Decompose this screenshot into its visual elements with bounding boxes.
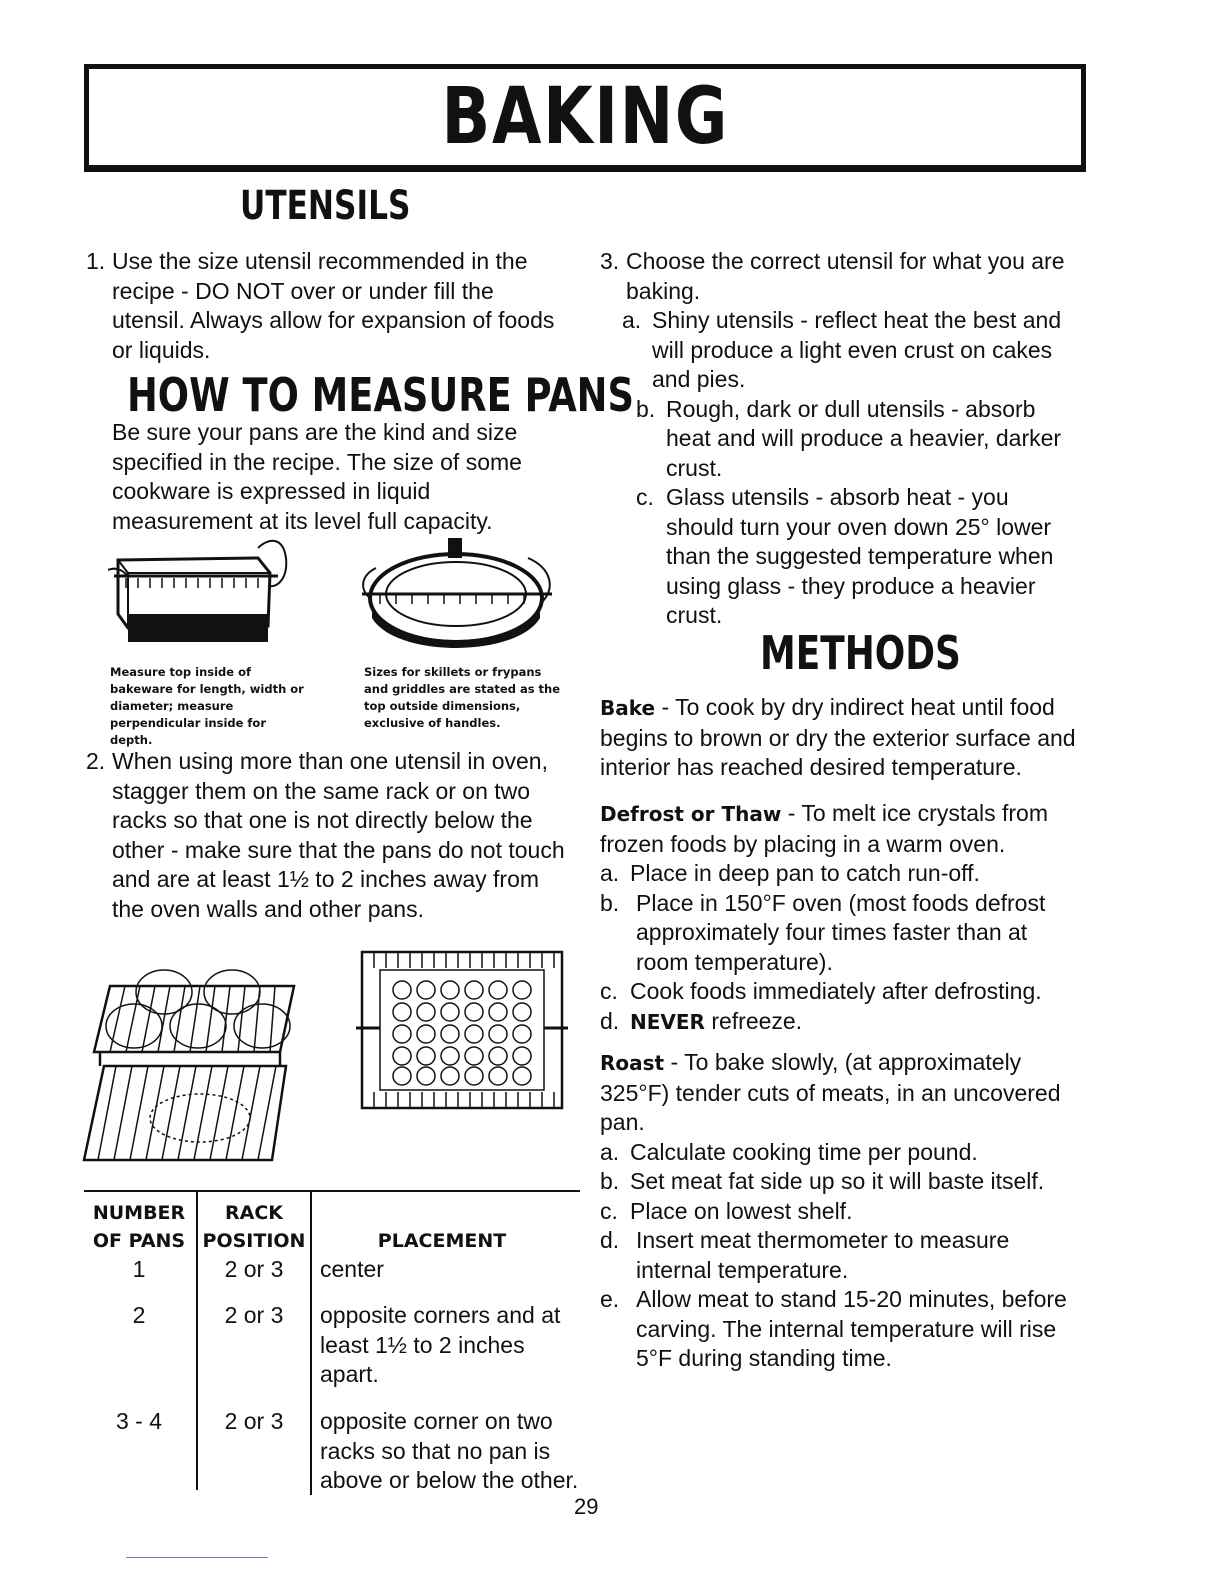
sub-text: Allow meat to stand 15-20 minutes, before carving. The internal temperature will rise 5°F during standing time. [636,1286,1067,1371]
header-rack-line2: POSITION [202,1230,306,1252]
title-box [84,64,1086,172]
item-text: When using more than one utensil in oven, stagger them on the same rack or on two racks so that one is not directly below the other - make sure that the pans do not touch and are at least 1½ to 2 inches away from the oven walls and other pans. [112,748,565,922]
row2-pans: 2 [132,1302,146,1328]
measure-text: Be sure your pans are the kind and size specified in the recipe. The size of some cookware is expressed in liquid measurement at its level full capacity. [112,419,522,534]
header-pans-line1: NUMBER [92,1202,186,1224]
header-placement: PLACEMENT [377,1230,507,1252]
never-emphasis: NEVER [630,1009,705,1034]
bake-term: Bake [600,696,656,720]
roast-sub-a [600,1138,1078,1168]
defrost-sub-a [600,859,1078,889]
row1-placement: center [320,1256,384,1282]
item3-sub-b [636,395,1078,484]
utensil-item-2 [86,747,566,924]
sub-label: e. [600,1286,620,1312]
roast-sub-e [600,1285,1078,1374]
utensils-heading: UTENSILS [240,183,411,229]
sub-label: c. [600,1197,618,1224]
sub-text: Shiny utensils - reflect heat the best and will produce a light even crust on cakes and pies. [652,307,1062,392]
sub-label: a. [600,1138,620,1165]
sub-text: Rough, dark or dull utensils - absorb heat and will produce a heavier, darker crust. [666,395,1062,481]
item3-sub-a [622,306,1078,395]
roast-text: - To bake slowly, (at approximately 325°F) tender cuts of meats, in an uncovered pan. [600,1049,1061,1135]
item-number: 3. [600,248,620,274]
sub-text: Insert meat thermometer to measure internal temperature. [636,1227,1010,1283]
defrost-sub-d [600,1007,1078,1038]
sub-text: Set meat fat side up so it will baste itself. [630,1168,1045,1194]
table-top-rule [84,1190,580,1192]
row3-rack: 2 or 3 [224,1408,284,1434]
item3-sub-c [636,483,1078,631]
sub-label: d. [600,1007,620,1034]
defrost-text: - To melt ice crystals from frozen foods by placing in a warm oven. [600,800,1049,857]
sub-text: Cook foods immediately after defrosting. [630,978,1042,1004]
sub-label: c. [636,484,654,510]
row1-rack: 2 or 3 [224,1256,284,1282]
sub-text: refreeze. [704,1007,803,1034]
bake-text: - To cook by dry indirect heat until food begins to brown or dry the exterior surface and interior has reached desired temperature. [600,694,1076,780]
page-title: BAKING [441,72,729,162]
method-roast [600,1048,1078,1374]
sub-text: Place on lowest shelf. [630,1197,853,1224]
header-pans-line2: OF PANS [92,1230,186,1252]
sub-label: b. [636,395,656,422]
defrost-term: Defrost or Thaw [600,802,782,826]
utensil-item-3 [600,247,1078,631]
row2-rack: 2 or 3 [224,1302,284,1328]
two-rack-illustration [80,950,312,1168]
defrost-sub-c [600,977,1078,1007]
header-pans [84,1199,194,1255]
header-rack [198,1199,310,1255]
skillet-caption: Sizes for skillets or frypans and griddles are stated as the top outside dimensions, exclusive of handles. [364,665,561,730]
sub-label: c. [600,978,618,1004]
sub-text: Calculate cooking time per pound. [630,1138,978,1165]
row3-pans: 3 - 4 [115,1408,163,1434]
roast-sub-b [600,1167,1078,1197]
roast-term: Roast [600,1051,665,1075]
footer-rule [126,1557,268,1558]
sub-text: Glass utensils - absorb heat - you should turn your oven down 25° lower than the suggested temperature when using glass - they produce a heavier crust. [666,484,1054,628]
sub-label: b. [600,1168,620,1194]
sub-text: Place in deep pan to catch run-off. [630,860,980,886]
header-rack-line1: RACK [224,1202,283,1224]
roast-sub-c [600,1197,1078,1227]
single-rack-illustration [356,950,568,1110]
sub-label: d. [600,1227,620,1253]
sub-label: a. [600,860,620,886]
roast-sub-d [600,1226,1078,1285]
sub-label: a. [622,307,642,333]
item-number: 2. [86,748,106,774]
row3-placement: opposite corner on two racks so that no pan is above or below the other. [320,1408,579,1493]
sub-text: Place in 150°F oven (most foods defrost approximately four times faster than at room temperature). [636,889,1046,975]
item-text: Use the size utensil recommended in the recipe - DO NOT over or under fill the utensil. Always allow for expansion of foods or liquids. [112,248,555,363]
method-defrost [600,799,1078,1037]
sub-label: b. [600,889,620,916]
page-number: 29 [574,1494,599,1519]
bakeware-caption: Measure top inside of bakeware for length, width or diameter; measure perpendicular inside for depth. [110,665,304,747]
item-text: Choose the correct utensil for what you are baking. [626,248,1065,304]
item-number: 1. [86,248,106,274]
measure-heading: HOW TO MEASURE PANS [127,368,634,422]
utensil-item-1 [86,247,566,365]
methods-heading: METHODS [760,626,961,680]
skillet-illustration [356,528,566,658]
row2-placement: opposite corners and at least 1½ to 2 inches apart. [320,1302,561,1387]
row1-pans: 1 [132,1256,146,1282]
defrost-sub-b [600,889,1078,978]
method-bake [600,693,1078,783]
bakeware-illustration [108,528,298,658]
